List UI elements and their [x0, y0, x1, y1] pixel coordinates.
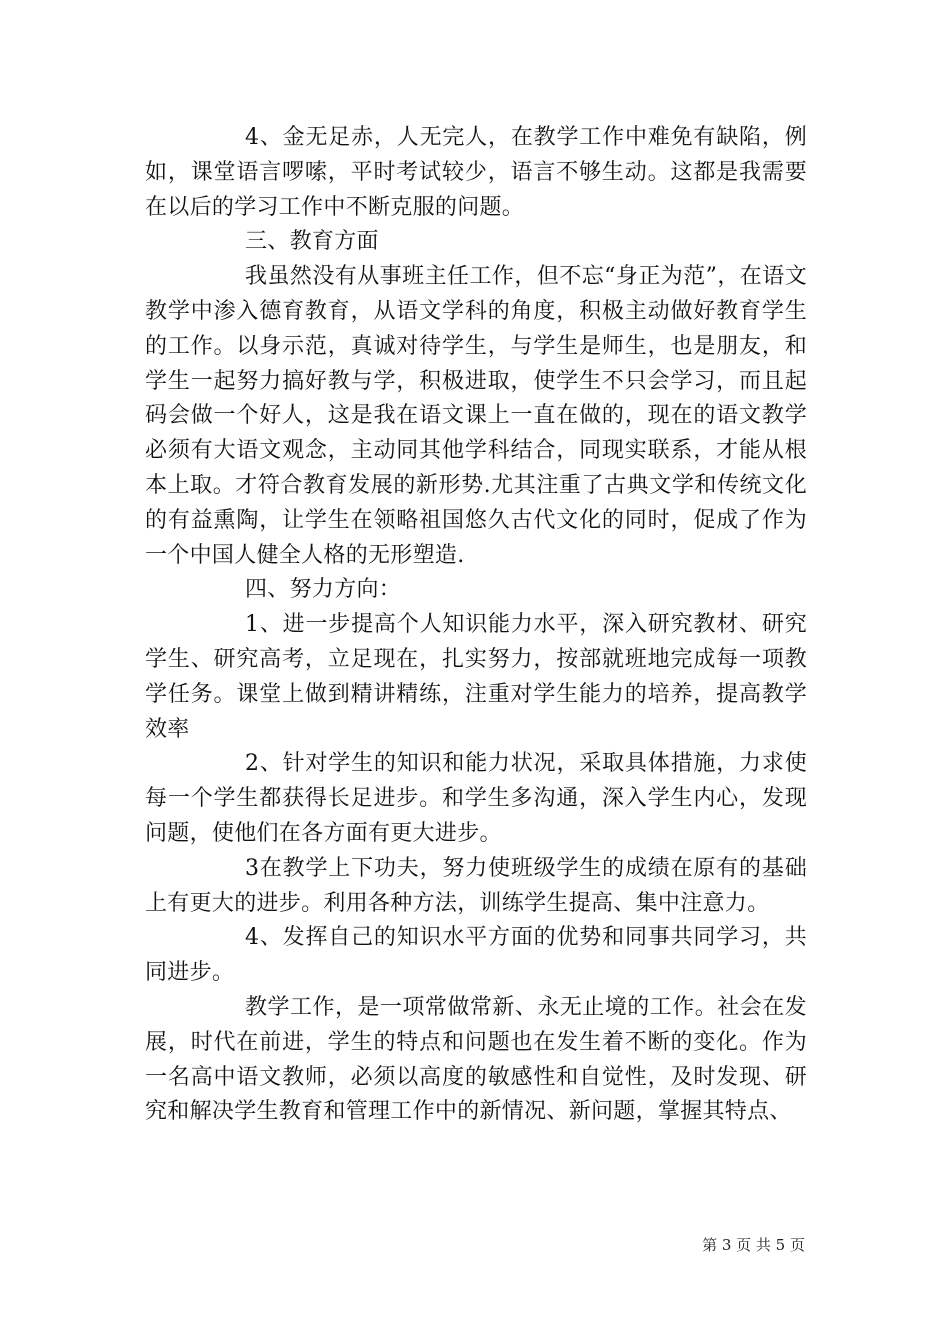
- page-number-footer: 第 3 页 共 5 页: [702, 1236, 805, 1254]
- paragraph-direction-2: 2、针对学生的知识和能力状况，采取具体措施，力求使每一个学生都获得长足进步。和学生多沟通，深入学生内心，发现问题，使他们在各方面有更大进步。: [145, 751, 807, 846]
- paragraph-conclusion: 教学工作，是一项常做常新、永无止境的工作。社会在发展，时代在前进，学生的特点和问题也在发生着不断的变化。作为一名高中语文教师，必须以高度的敏感性和自觉性，及时发现、研究和解决学生教育和管理工作中的新情况、新问题，掌握其特点、: [145, 994, 807, 1125]
- section-heading-direction: 四、努力方向：: [245, 577, 402, 603]
- paragraph-shortcomings: 4、金无足赤，人无完人，在教学工作中难免有缺陷，例如，课堂语言啰嗦，平时考试较少，语言不够生动。这都是我需要在以后的学习工作中不断克服的问题。: [145, 125, 807, 220]
- section-heading-education: 三、教育方面: [245, 229, 379, 255]
- paragraph-direction-3: 3在教学上下功夫，努力使班级学生的成绩在原有的基础上有更大的进步。利用各种方法，训练学生提高、集中注意力。: [145, 855, 807, 916]
- document-body: [145, 121, 807, 1130]
- paragraph-education: 我虽然没有从事班主任工作，但不忘“身正为范”，在语文教学中渗入德育教育，从语文学科的角度，积极主动做好教育学生的工作。以身示范，真诚对待学生，与学生是师生，也是朋友，和学生一起努力搞好教与学，积极进取，使学生不只会学习，而且起码会做一个好人，这是我在语文课上一直在做的，现在的语文教学必须有大语文观念，主动同其他学科结合，同现实联系，才能从根本上取。才符合教育发展的新形势.尤其注重了古典文学和传统文化的有益熏陶，让学生在领略祖国悠久古代文化的同时，促成了作为一个中国人健全人格的无形塑造.: [145, 264, 807, 568]
- paragraph-direction-1: 1、进一步提高个人知识能力水平，深入研究教材、研究学生、研究高考，立足现在，扎实努力，按部就班地完成每一项教学任务。课堂上做到精讲精练，注重对学生能力的培养，提高教学效率: [145, 612, 807, 742]
- paragraph-direction-4: 4、发挥自己的知识水平方面的优势和同事共同学习，共同进步。: [145, 925, 807, 986]
